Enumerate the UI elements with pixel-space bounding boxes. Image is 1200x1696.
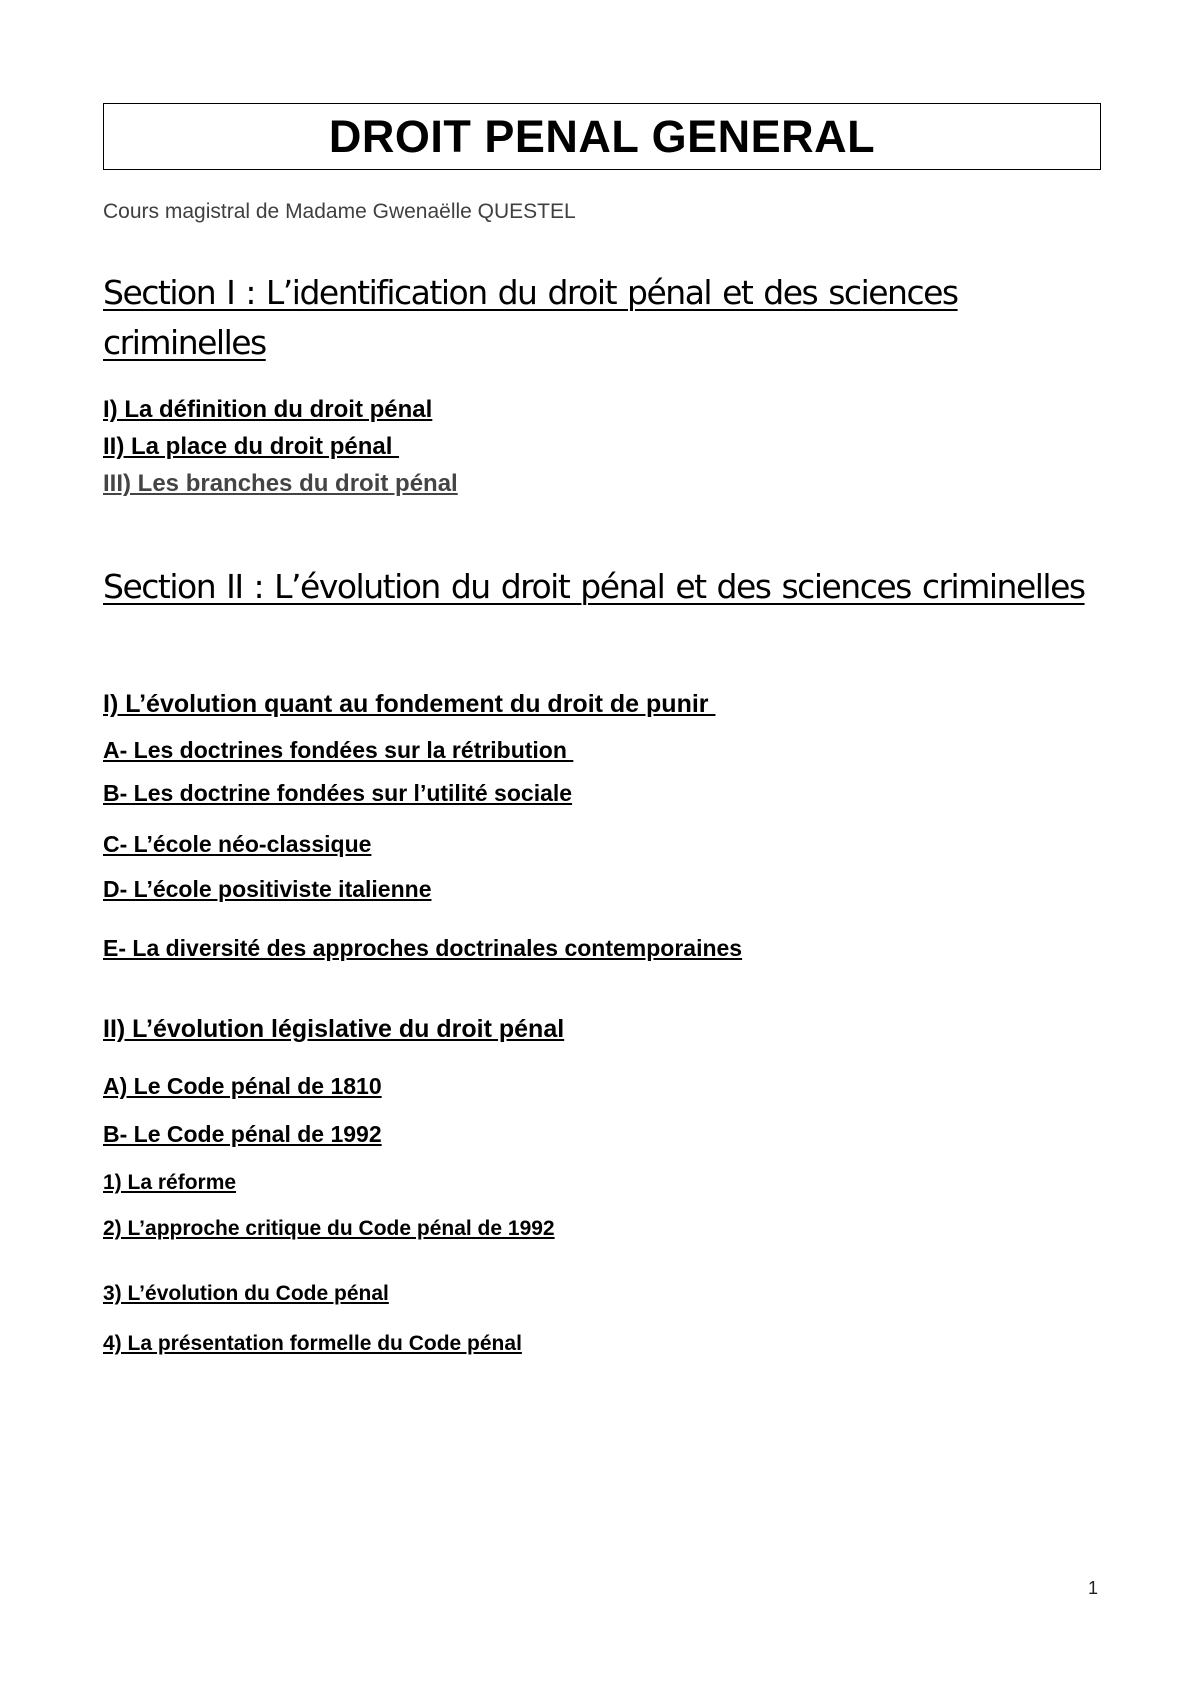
- section-2-part-2-subitem-2: 2) L’approche critique du Code pénal de 1992: [103, 1217, 555, 1240]
- section-2-heading: Section II : L’évolution du droit pénal et des sciences criminelles: [103, 567, 1085, 606]
- section-2-part-1-item-a: A- Les doctrines fondées sur la rétribution: [103, 737, 574, 763]
- section-2-part-2-subitem-3: 3) L’évolution du Code pénal: [103, 1282, 389, 1305]
- section-2-part-1-heading: I) L’évolution quant au fondement du droit de punir: [103, 690, 716, 718]
- section-2-part-1-item-e: E- La diversité des approches doctrinales contemporaines: [103, 935, 743, 961]
- section-2-part-1-item-c: C- L’école néo-classique: [103, 831, 372, 857]
- section-1-heading: Section I : L’identification du droit pénal et des sciences criminelles: [103, 273, 958, 362]
- section-2-part-2-subitem-1: 1) La réforme: [103, 1171, 237, 1194]
- section-2-part-2-item-b: B- Le Code pénal de 1992: [103, 1121, 382, 1147]
- section-1-item-1: I) La définition du droit pénal: [103, 396, 433, 423]
- document-title: DROIT PENAL GENERAL: [328, 111, 876, 162]
- section-1-item-2: II) La place du droit pénal: [103, 433, 400, 460]
- section-2-part-2-subitem-4: 4) La présentation formelle du Code pénal: [103, 1332, 522, 1355]
- section-2-part-2-item-a: A) Le Code pénal de 1810: [103, 1073, 382, 1099]
- page-number: 1: [1088, 1578, 1099, 1598]
- section-2-part-1-item-d: D- L’école positiviste italienne: [103, 876, 432, 902]
- section-2-part-1-item-b: B- Les doctrine fondées sur l’utilité sociale: [103, 780, 573, 806]
- title-box: [103, 103, 1101, 170]
- section-2-part-2-heading: II) L’évolution législative du droit pénal: [103, 1015, 565, 1043]
- section-1-item-3: III) Les branches du droit pénal: [103, 470, 458, 497]
- document-subtitle: Cours magistral de Madame Gwenaëlle QUESTEL: [103, 200, 576, 223]
